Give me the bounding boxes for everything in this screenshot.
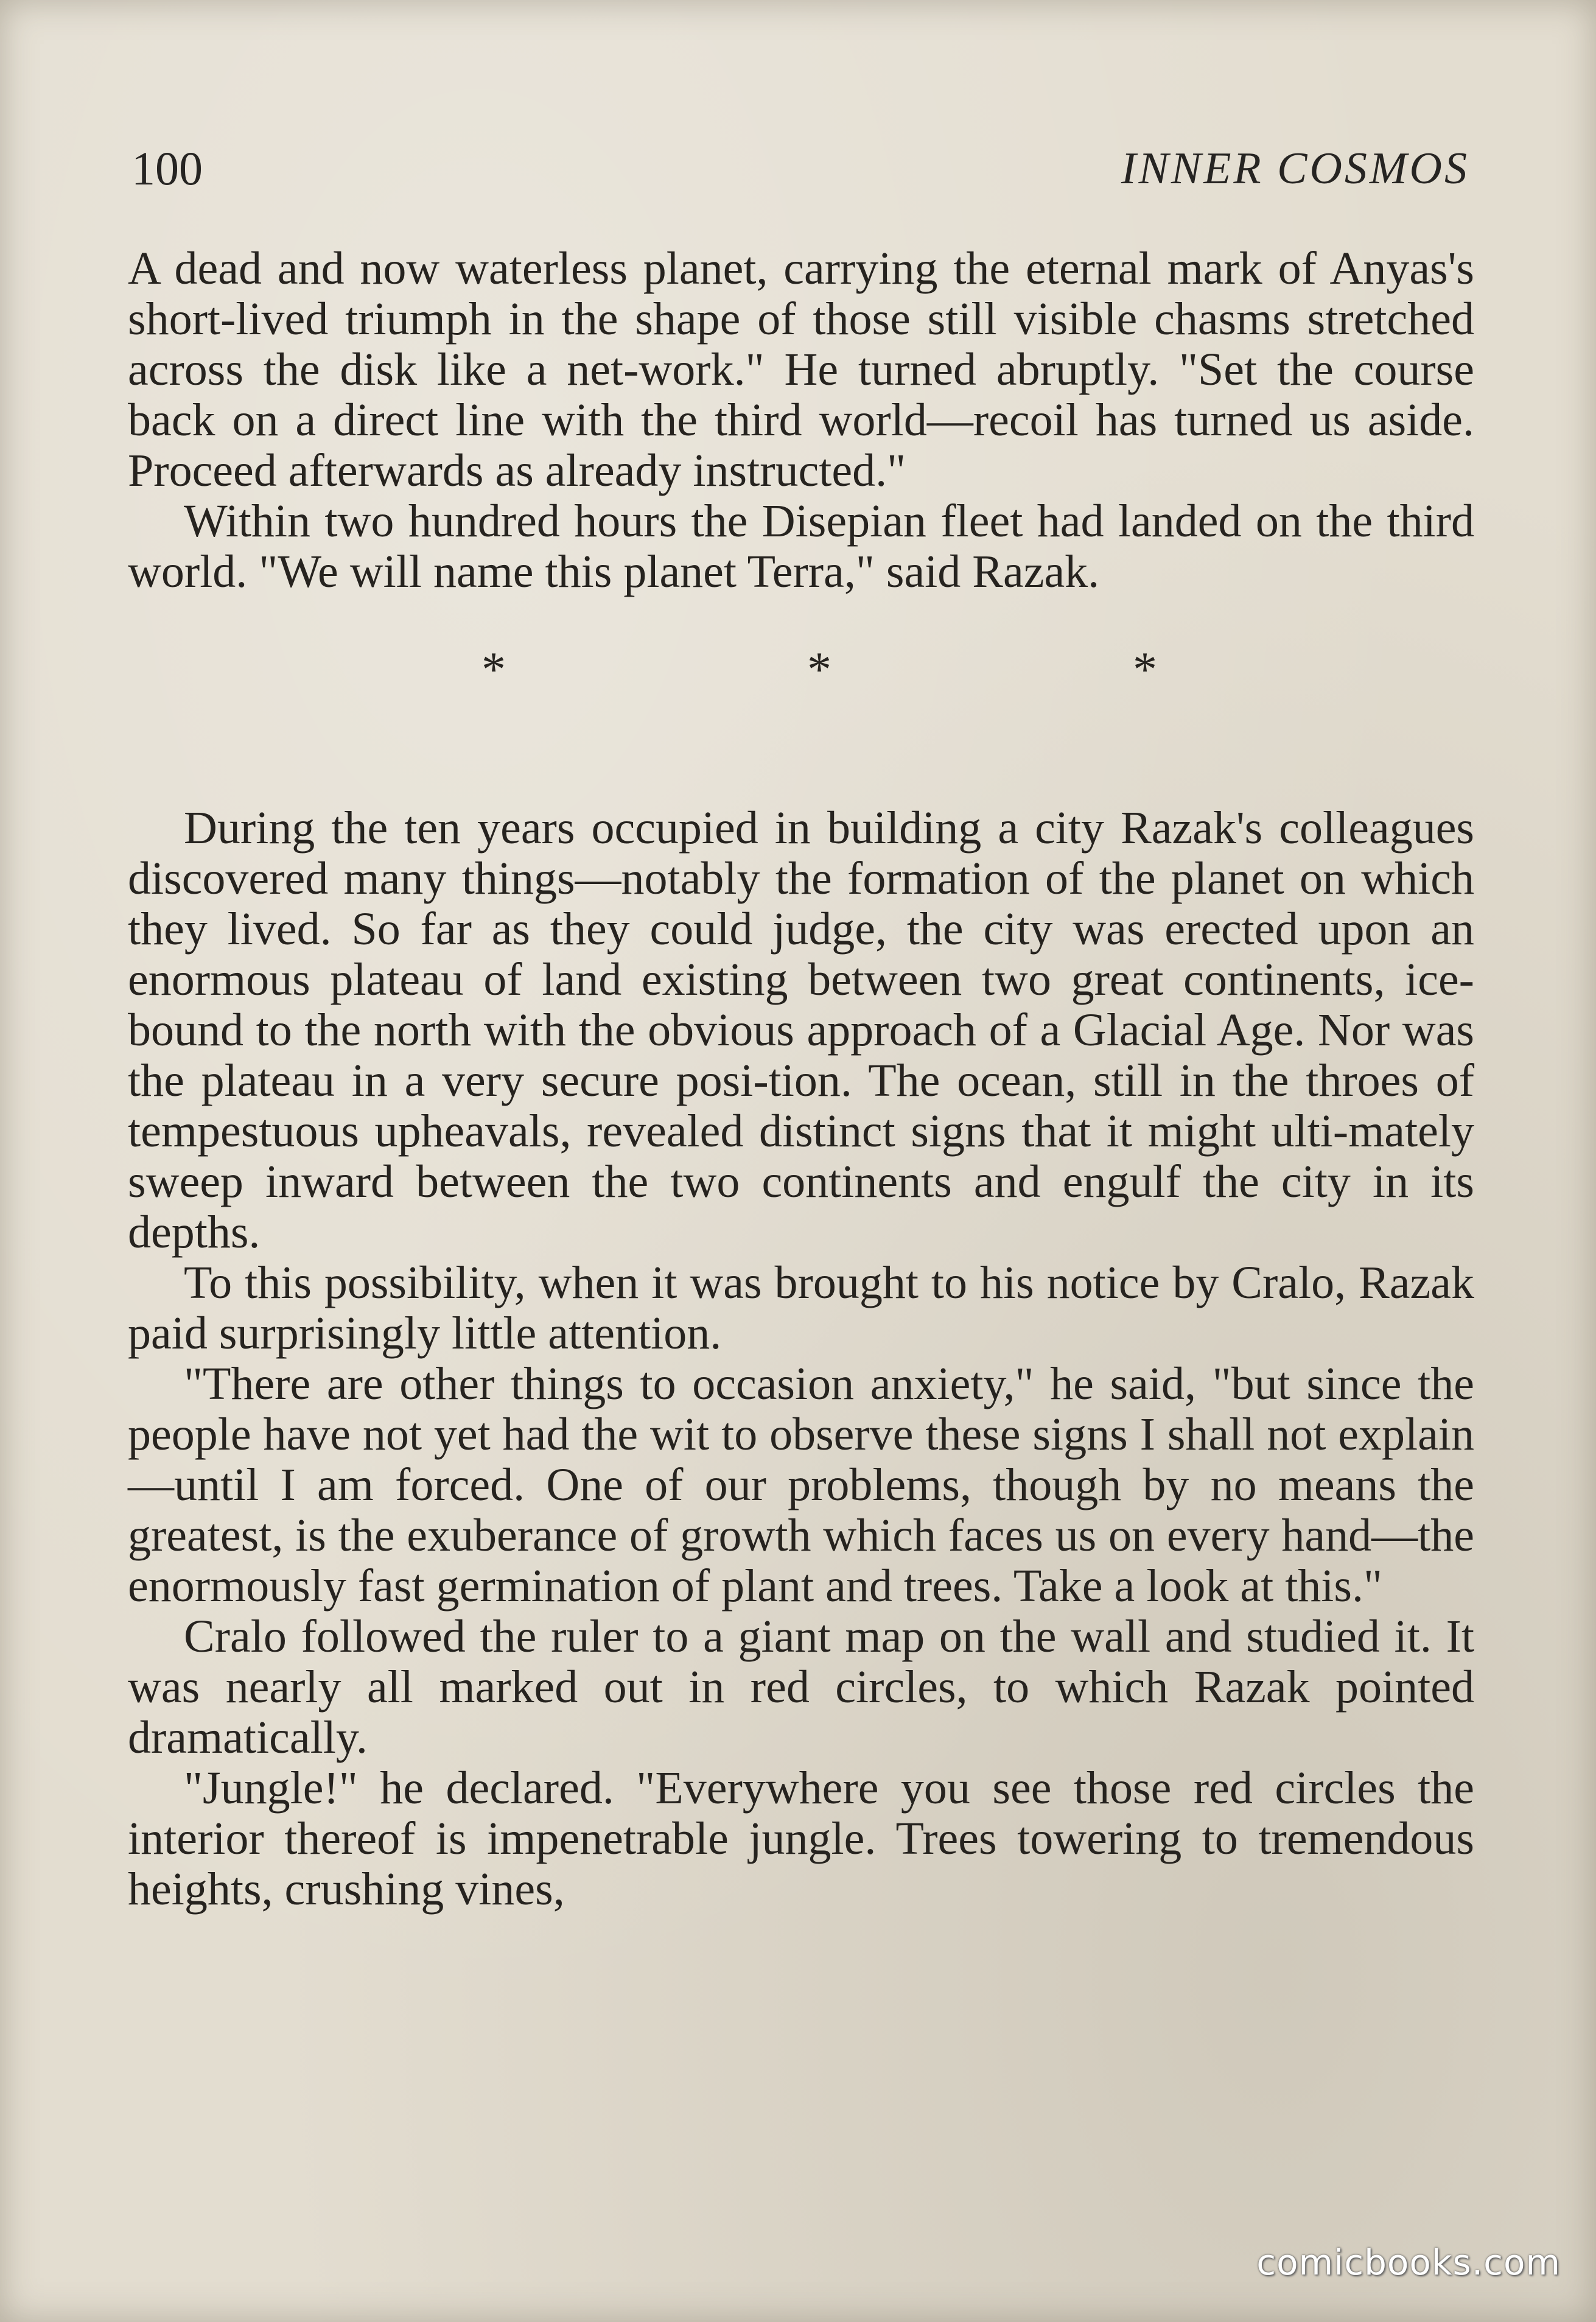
paragraph: During the ten years occupied in building a city Razak's colleagues discovered many things—notably the formation of the planet on which they lived. So far as they could judge, the city was erected upon an enormous plateau of land existing between two great continents, ice-bound to the north with the obvious approach of a Glacial Age. Nor was the plateau in a very secure posi-tion. The ocean, still in the throes of tempestuous upheavals, revealed distinct signs that it might ulti-mately sweep inward between the two continents and engulf the city in its depths. (128, 802, 1474, 1258)
separator-asterisk: * (481, 643, 506, 696)
body-text (128, 244, 1474, 1915)
separator-asterisk: * (807, 643, 831, 696)
paragraph-continued: A dead and now waterless planet, carrying the eternal mark of Anyas's short-lived triumph in the shape of those still visible chasms stretched across the disk like a net-work." He turned abruptly. "Set the course back on a direct line with the third world—recoil has turned us aside. Proceed afterwards as already instructed." (128, 243, 1474, 496)
paragraph: Cralo followed the ruler to a giant map on the wall and studied it. It was nearly all marked out in red circles, to which Razak pointed dramatically. (128, 1611, 1474, 1763)
page-header (131, 135, 1469, 202)
paragraph: "Jungle!" he declared. "Everywhere you see those red circles the interior thereof is impenetrable jungle. Trees towering to tremendous heights, crushing vines, (128, 1763, 1474, 1915)
site-watermark: comicbooks.com (1256, 2242, 1561, 2283)
separator-asterisk: * (1133, 643, 1157, 696)
paragraph: To this possibility, when it was brought to his notice by Cralo, Razak paid surprisingly little attention. (128, 1257, 1474, 1359)
page-number: 100 (131, 142, 203, 195)
section-separator (445, 642, 1157, 734)
paragraph: "There are other things to occasion anxiety," he said, "but since the people have not yet had the wit to observe these signs I shall not explain—until I am forced. One of our problems, though by no means the greatest, is the exuberance of growth which faces us on every hand—the enormously fast germination of plant and trees. Take a look at this." (128, 1358, 1474, 1612)
paragraph: Within two hundred hours the Disepian fleet had landed on the third world. "We will name this planet Terra," said Razak. (128, 496, 1474, 597)
running-title: INNER COSMOS (1121, 144, 1469, 194)
